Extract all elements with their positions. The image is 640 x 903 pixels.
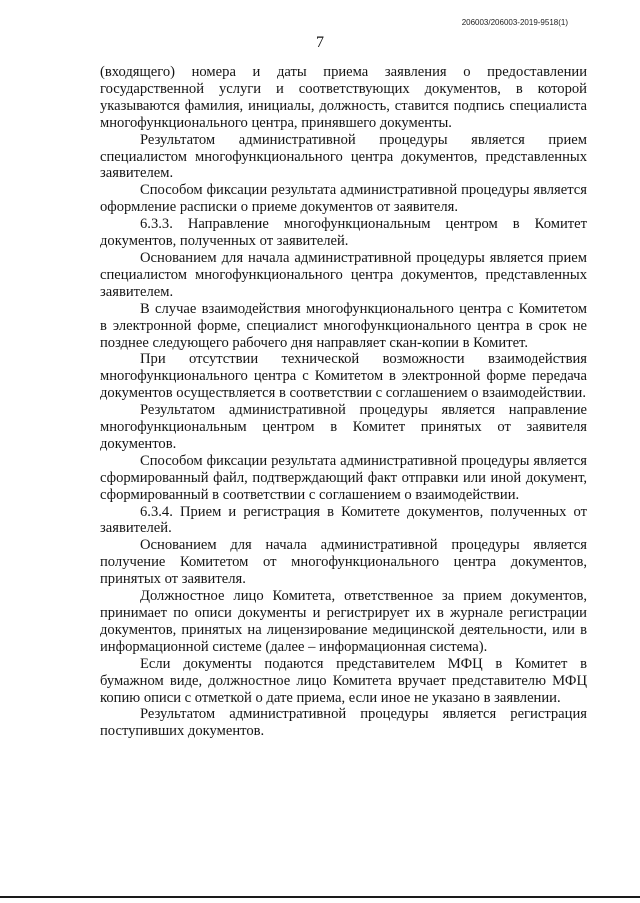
section-heading: 6.3.3. Направление многофункциональным центром в Комитет документов, полученных от заявителей. bbox=[100, 216, 587, 250]
paragraph: Результатом административной процедуры является прием специалистом многофункционального центра документов, представленных заявителем. bbox=[100, 131, 587, 182]
paragraph: В случае взаимодействия многофункционального центра с Комитетом в электронной форме, специалист многофункционального центра в срок не позднее следующего рабочего дня направляет скан-копии в Комитет. bbox=[100, 300, 587, 351]
paragraph: (входящего) номера и даты приема заявления о предоставлении государственной услуги и соответствующих документов, в которой указываются фамилия, инициалы, должность, ставится подпись специалиста многофункционального центра, принявшего документы. bbox=[100, 64, 587, 131]
paragraph: Если документы подаются представителем МФЦ в Комитет в бумажном виде, должностное лицо Комитета вручает представителю МФЦ копию описи с отметкой о дате приема, если иное не указано в заявлении. bbox=[100, 655, 587, 706]
document-id: 206003/206003-2019-9518(1) bbox=[461, 18, 568, 27]
paragraph: При отсутствии технической возможности взаимодействия многофункционального центра с Комитетом в электронной форме передача документов осуществляется в соответствии с соглашением о взаимодействии. bbox=[100, 351, 587, 402]
paragraph: Должностное лицо Комитета, ответственное за прием документов, принимает по описи документы и регистрирует их в журнале регистрации документов, принятых на лицензирование медицинской деятельности, или в информационной системе (далее – информационная система). bbox=[100, 588, 587, 655]
document-body bbox=[100, 64, 587, 740]
paragraph: Результатом административной процедуры является регистрация поступивших документов. bbox=[100, 706, 587, 740]
paragraph: Способом фиксации результата административной процедуры является оформление расписки о приеме документов от заявителя. bbox=[100, 182, 587, 216]
paragraph: Способом фиксации результата административной процедуры является сформированный файл, подтверждающий факт отправки или иной документ, сформированный в соответствии с соглашением о взаимодействии. bbox=[100, 452, 587, 503]
paragraph: Результатом административной процедуры является направление многофункциональным центром в Комитет принятых от заявителя документов. bbox=[100, 402, 587, 452]
section-heading: 6.3.4. Прием и регистрация в Комитете документов, полученных от заявителей. bbox=[100, 503, 587, 537]
bottom-border bbox=[0, 896, 640, 898]
paragraph: Основанием для начала административной процедуры является прием специалистом многофункционального центра документов, представленных заявителем. bbox=[100, 249, 587, 300]
page-number: 7 bbox=[316, 34, 324, 51]
paragraph: Основанием для начала административной процедуры является получение Комитетом от многофункционального центра документов, принятых от заявителя. bbox=[100, 537, 587, 588]
